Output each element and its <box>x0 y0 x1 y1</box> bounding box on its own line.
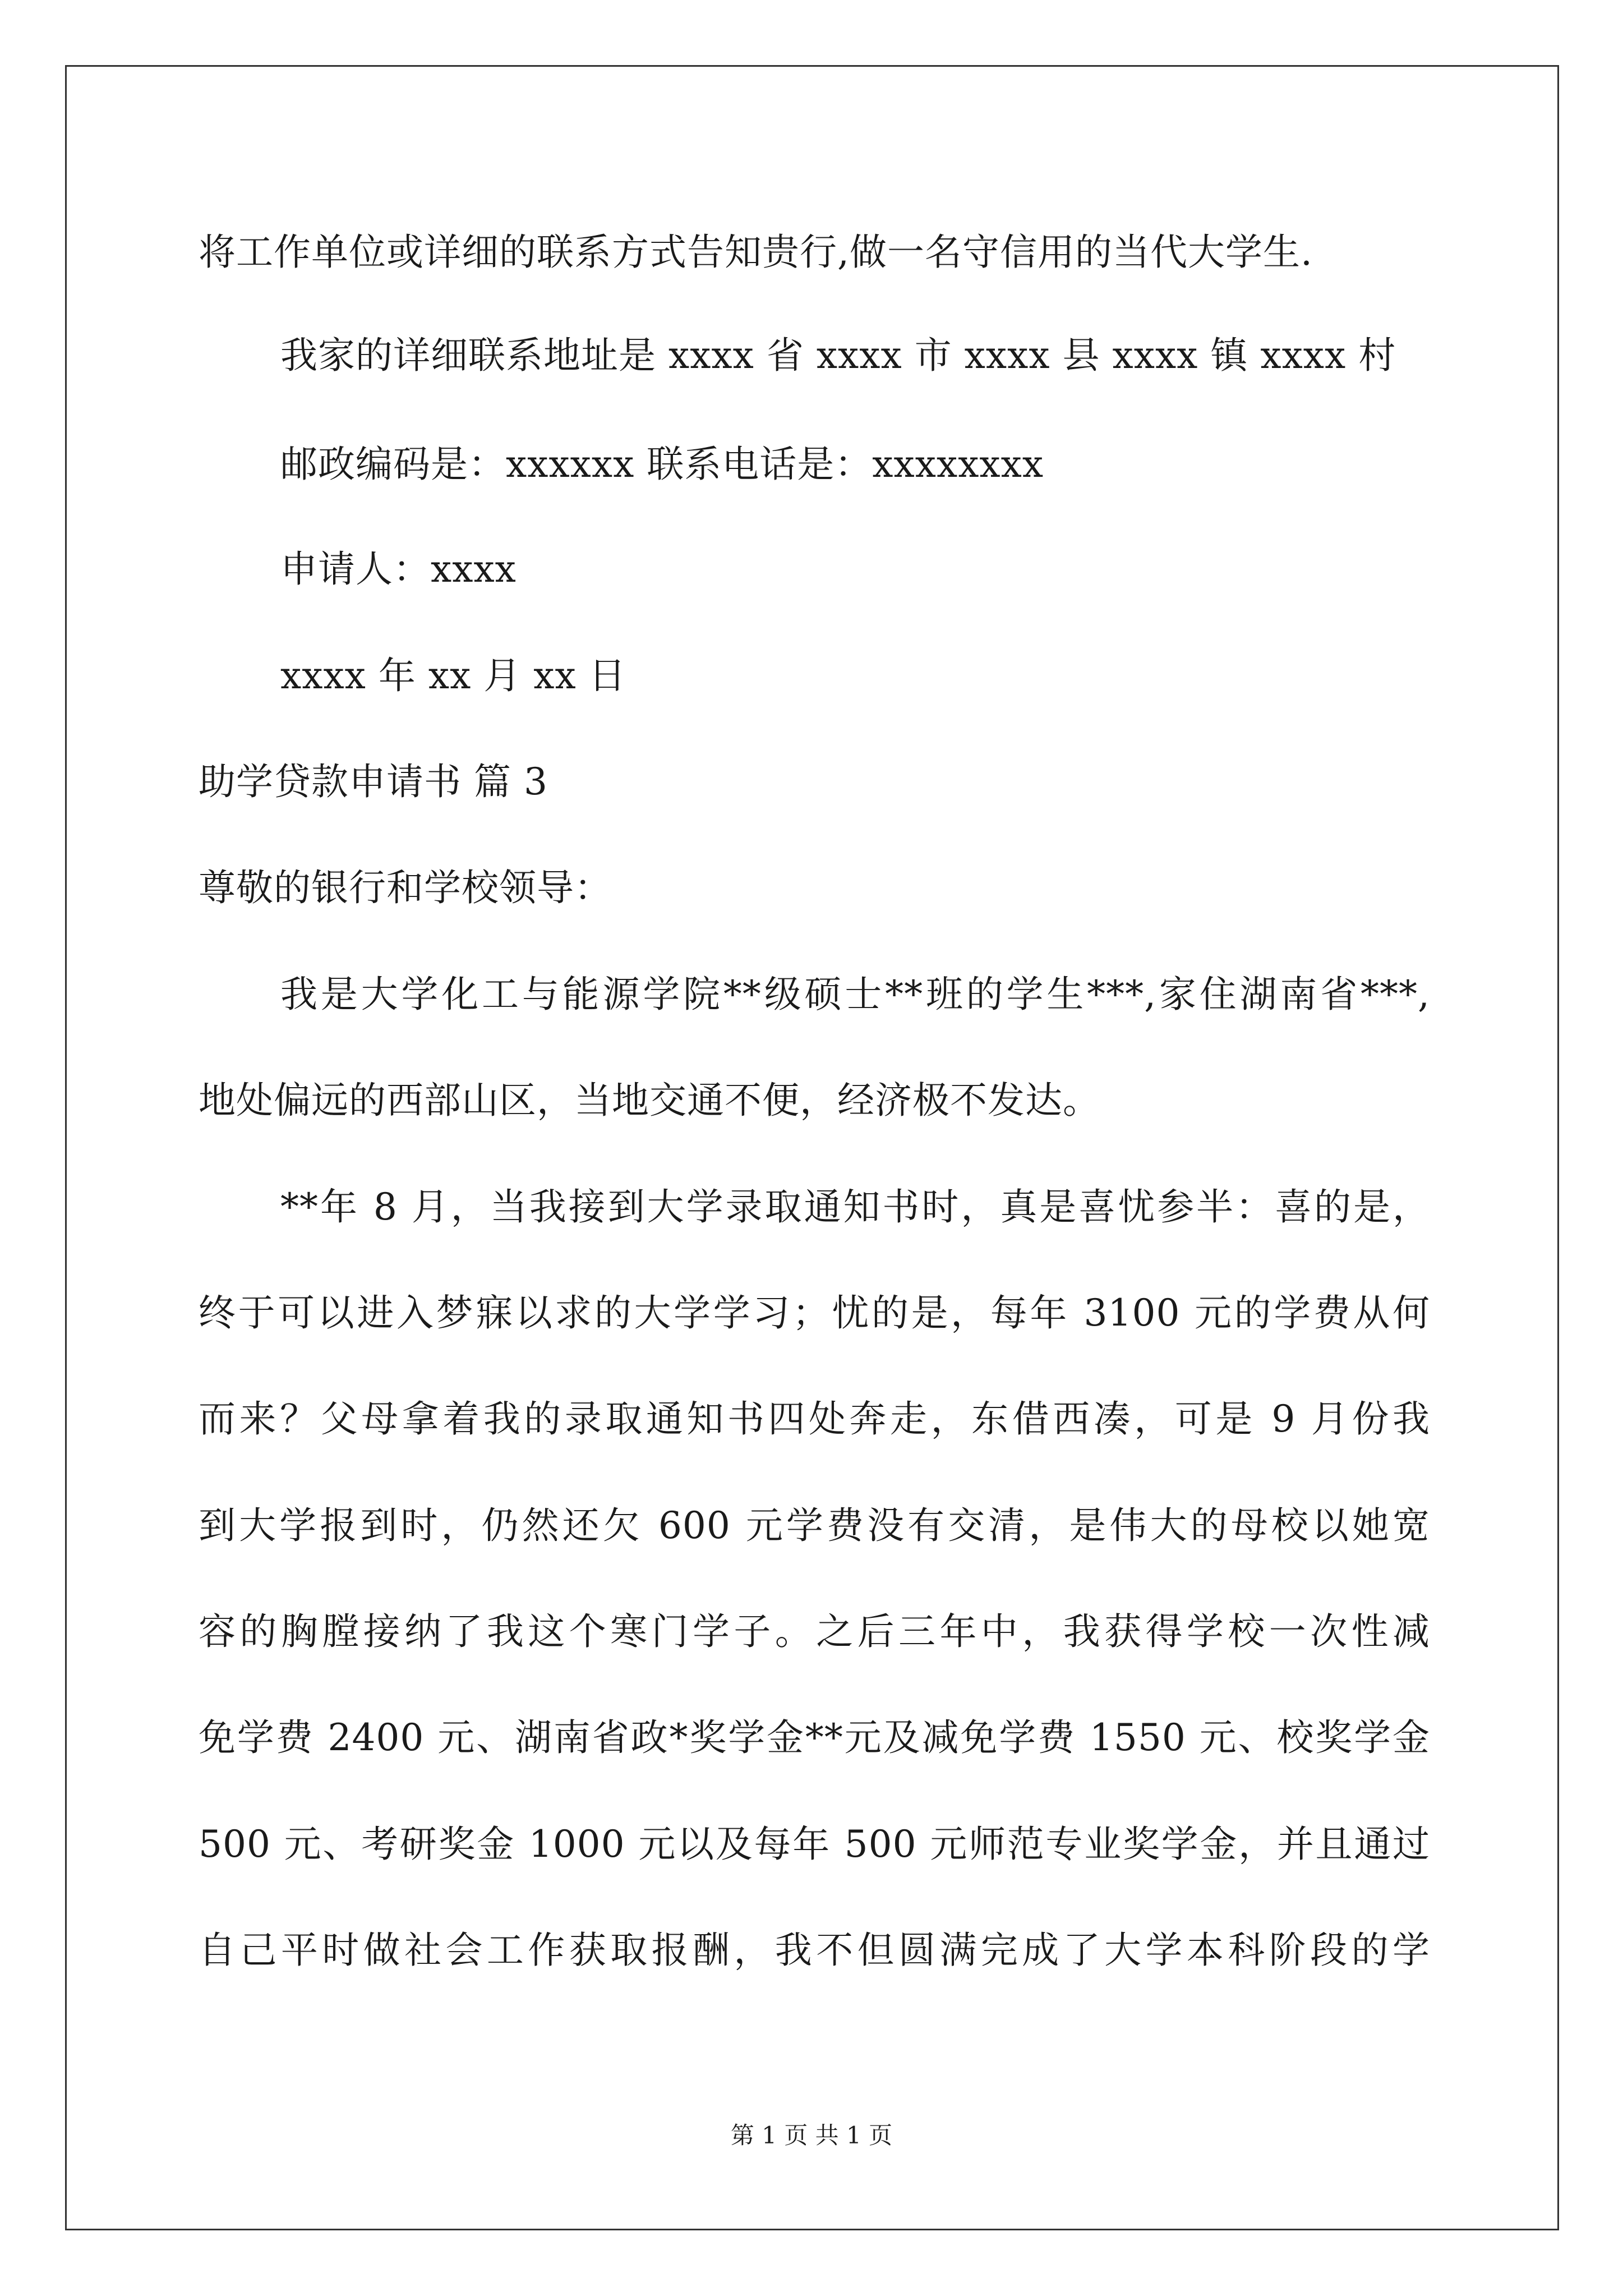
paragraph-line: 终于可以进入梦寐以求的大学学习；忧的是，每年 3100 元的学费从何 <box>199 1291 1430 1335</box>
paragraph-line: 到大学报到时，仍然还欠 600 元学费没有交清，是伟大的母校以她宽 <box>199 1504 1430 1547</box>
paragraph-line: 免学费 2400 元、湖南省政*奖学金**元及减免学费 1550 元、校奖学金 <box>199 1716 1430 1759</box>
postcode-phone-line: 邮政编码是：xxxxxx 联系电话是：xxxxxxxx <box>280 443 1044 486</box>
paragraph-line: 我是大学化工与能源学院**级硕士**班的学生***,家住湖南省***, <box>280 973 1430 1016</box>
text-line: 将工作单位或详细的联系方式告知贵行,做一名守信用的当代大学生. <box>199 231 1313 274</box>
page-footer: 第 1 页 共 1 页 <box>730 2122 893 2149</box>
applicant-line: 申请人：xxxx <box>280 547 517 591</box>
page-border <box>65 65 1559 2230</box>
paragraph-line: **年 8 月，当我接到大学录取通知书时，真是喜忧参半：喜的是， <box>280 1185 1430 1228</box>
date-line: xxxx 年 xx 月 xx 日 <box>280 654 626 697</box>
paragraph-line: 容的胸膛接纳了我这个寒门学子。之后三年中，我获得学校一次性减 <box>199 1610 1430 1653</box>
address-line: 我家的详细联系地址是 xxxx 省 xxxx 市 xxxx 县 xxxx 镇 xxxx 村 <box>280 334 1396 377</box>
paragraph-line: 500 元、考研奖金 1000 元以及每年 500 元师范专业奖学金，并且通过 <box>199 1823 1430 1866</box>
paragraph-line: 自己平时做社会工作获取报酬，我不但圆满完成了大学本科阶段的学 <box>199 1929 1430 1972</box>
paragraph-line: 而来？父母拿着我的录取通知书四处奔走，东借西凑，可是 9 月份我 <box>199 1397 1430 1441</box>
section-heading: 助学贷款申请书 篇 3 <box>199 760 548 803</box>
salutation: 尊敬的银行和学校领导： <box>199 866 612 909</box>
paragraph-line: 地处偏远的西部山区，当地交通不便，经济极不发达。 <box>199 1079 1100 1122</box>
